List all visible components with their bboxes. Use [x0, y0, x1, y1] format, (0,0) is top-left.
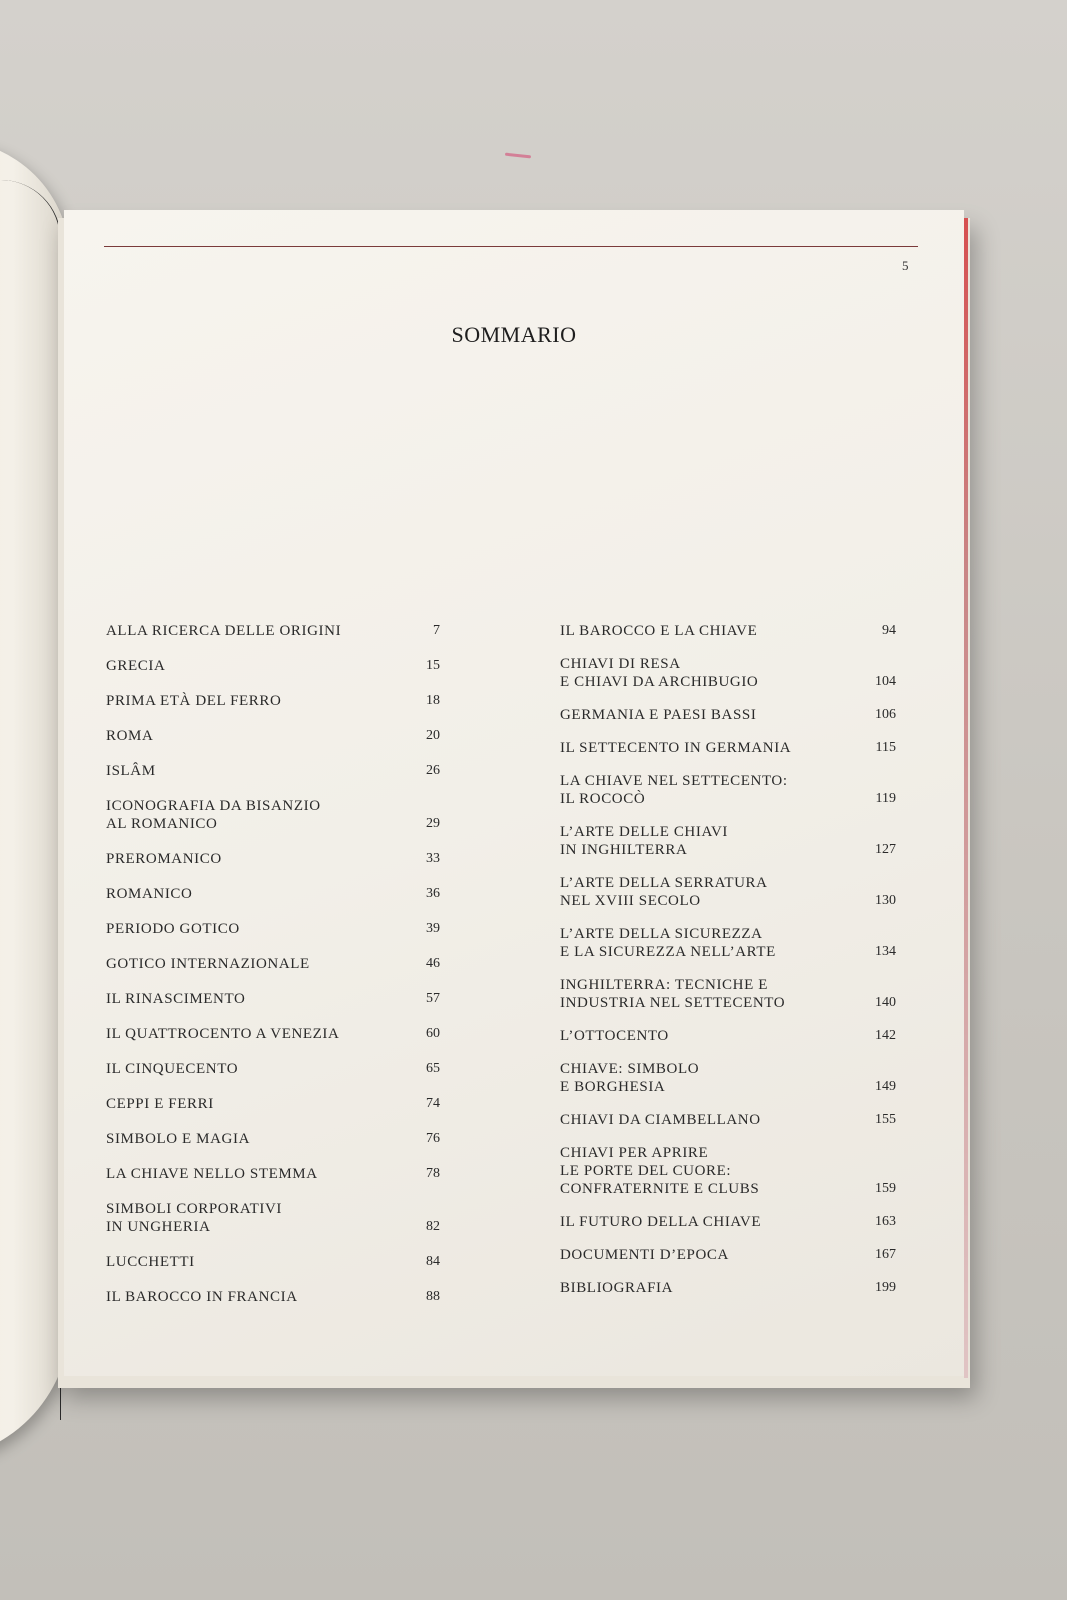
- toc-entry-title: ISLÂM: [106, 763, 156, 779]
- toc-column-left: [106, 622, 440, 1323]
- toc-entry: [560, 706, 896, 724]
- toc-entry-page: 84: [426, 1254, 440, 1269]
- toc-entry-page: 78: [426, 1166, 440, 1181]
- toc-entry: [560, 772, 896, 808]
- toc-entry-title: GERMANIA E PAESI BASSI: [560, 707, 757, 723]
- toc-entry-title: INGHILTERRA: TECNICHE E INDUSTRIA NEL SETTECENTO: [560, 977, 786, 1011]
- toc-entry-page: 88: [426, 1289, 440, 1304]
- toc-entry-title: PREROMANICO: [106, 851, 222, 867]
- toc-entry-title: CHIAVI DI RESA E CHIAVI DA ARCHIBUGIO: [560, 656, 759, 690]
- toc-entry: [560, 1111, 896, 1129]
- toc-entry-title: L’ARTE DELLA SICUREZZA E LA SICUREZZA NELL’ARTE: [560, 926, 776, 960]
- toc-entry-title: ROMANICO: [106, 886, 193, 902]
- toc-entry-title: CHIAVI DA CIAMBELLANO: [560, 1112, 761, 1128]
- toc-entry: [560, 655, 896, 691]
- toc-entry-title: LA CHIAVE NELLO STEMMA: [106, 1166, 318, 1182]
- toc-entry: [106, 692, 440, 710]
- toc-entry-page: 46: [426, 956, 440, 971]
- toc-entry: [560, 1213, 896, 1231]
- toc-entry: [560, 1246, 896, 1264]
- toc-entry-page: 57: [426, 991, 440, 1006]
- toc-entry-page: 20: [426, 728, 440, 743]
- toc-entry-title: CHIAVE: SIMBOLO E BORGHESIA: [560, 1061, 700, 1095]
- toc-entry-page: 142: [875, 1028, 896, 1043]
- toc-entry: [106, 762, 440, 780]
- toc-entry-page: 29: [426, 816, 440, 831]
- toc-entry-page: 134: [875, 944, 896, 959]
- toc-entry-page: 76: [426, 1131, 440, 1146]
- toc-entry-page: 199: [875, 1280, 896, 1295]
- toc-entry-page: 18: [426, 693, 440, 708]
- toc-entry: [106, 1130, 440, 1148]
- page-title: SOMMARIO: [451, 322, 577, 347]
- toc-entry-title: PERIODO GOTICO: [106, 921, 240, 937]
- toc-entry: [106, 850, 440, 868]
- toc-entry-page: 15: [426, 658, 440, 673]
- toc-entry: [560, 1279, 896, 1297]
- pink-mark: [505, 153, 531, 159]
- toc-entry-title: SIMBOLO E MAGIA: [106, 1131, 250, 1147]
- toc-entry-page: 7: [433, 623, 440, 638]
- toc-entry-title: L’OTTOCENTO: [560, 1028, 669, 1044]
- header-rule: [104, 246, 918, 247]
- toc-entry-title: PRIMA ETÀ DEL FERRO: [106, 693, 282, 709]
- toc-entry-page: 33: [426, 851, 440, 866]
- toc-entry: [106, 885, 440, 903]
- toc-entry-title: IL RINASCIMENTO: [106, 991, 246, 1007]
- toc-entry-page: 106: [875, 707, 896, 722]
- toc-entry-page: 39: [426, 921, 440, 936]
- toc-entry-page: 127: [875, 842, 896, 857]
- toc-page: [64, 210, 964, 1376]
- toc-entry-page: 159: [875, 1181, 896, 1196]
- toc-entry-title: LA CHIAVE NEL SETTECENTO: IL ROCOCÒ: [560, 773, 788, 807]
- toc-entry-title: ROMA: [106, 728, 154, 744]
- toc-entry: [106, 657, 440, 675]
- toc-entry-page: 115: [875, 740, 896, 755]
- toc-entry-page: 60: [426, 1026, 440, 1041]
- toc-entry: [106, 920, 440, 938]
- toc-entry: [106, 1288, 440, 1306]
- toc-entry: [106, 1253, 440, 1271]
- toc-entry-page: 130: [875, 893, 896, 908]
- toc-entry: [106, 622, 440, 640]
- left-page-edge: [0, 180, 61, 1420]
- page-number: 5: [902, 258, 909, 273]
- toc-entry-title: CEPPI E FERRI: [106, 1096, 214, 1112]
- toc-entry: [106, 1200, 440, 1236]
- toc-entry-page: 119: [875, 791, 896, 806]
- toc-entry-title: GRECIA: [106, 658, 166, 674]
- toc-entry-title: SIMBOLI CORPORATIVI IN UNGHERIA: [106, 1201, 282, 1235]
- toc-entry-title: IL FUTURO DELLA CHIAVE: [560, 1214, 762, 1230]
- toc-entry: [560, 823, 896, 859]
- toc-entry-page: 74: [426, 1096, 440, 1111]
- toc-entry: [560, 1060, 896, 1096]
- toc-entry-page: 149: [875, 1079, 896, 1094]
- toc-entry-title: BIBLIOGRAFIA: [560, 1280, 674, 1296]
- toc-entry: [106, 727, 440, 745]
- toc-entry-title: IL CINQUECENTO: [106, 1061, 239, 1077]
- toc-entry-title: GOTICO INTERNAZIONALE: [106, 956, 310, 972]
- toc-entry-page: 65: [426, 1061, 440, 1076]
- toc-entry-title: IL QUATTROCENTO A VENEZIA: [106, 1026, 340, 1042]
- toc-entry-title: DOCUMENTI D’EPOCA: [560, 1247, 729, 1263]
- toc-entry-title: L’ARTE DELLE CHIAVI IN INGHILTERRA: [560, 824, 728, 858]
- page-edge: [964, 218, 968, 1378]
- toc-entry: [560, 925, 896, 961]
- toc-entry-title: ALLA RICERCA DELLE ORIGINI: [106, 623, 342, 639]
- toc-entry-page: 82: [426, 1219, 440, 1234]
- toc-entry-page: 26: [426, 763, 440, 778]
- toc-entry: [560, 1027, 896, 1045]
- toc-entry-title: IL BAROCCO IN FRANCIA: [106, 1289, 298, 1305]
- toc-entry: [106, 797, 440, 833]
- toc-entry: [106, 1060, 440, 1078]
- toc-entry-title: IL SETTECENTO IN GERMANIA: [560, 740, 792, 756]
- toc-entry-title: CHIAVI PER APRIRE LE PORTE DEL CUORE: CONFRATERNITE E CLUBS: [560, 1145, 760, 1197]
- toc-entry-page: 94: [882, 623, 896, 638]
- toc-entry-title: ICONOGRAFIA DA BISANZIO AL ROMANICO: [106, 798, 321, 832]
- toc-entry: [560, 1144, 896, 1198]
- toc-entry-title: LUCCHETTI: [106, 1254, 195, 1270]
- toc-entry-page: 140: [875, 995, 896, 1010]
- toc-entry: [106, 955, 440, 973]
- toc-entry: [106, 1025, 440, 1043]
- toc-entry-page: 167: [875, 1247, 896, 1262]
- toc-entry-page: 104: [875, 674, 896, 689]
- toc-entry-page: 163: [875, 1214, 896, 1229]
- toc-entry: [560, 739, 896, 757]
- toc-entry: [560, 976, 896, 1012]
- toc-entry: [106, 990, 440, 1008]
- toc-entry: [560, 622, 896, 640]
- toc-entry-page: 155: [875, 1112, 896, 1127]
- toc-entry: [106, 1095, 440, 1113]
- toc-entry: [560, 874, 896, 910]
- toc-column-right: [560, 622, 896, 1312]
- toc-entry-page: 36: [426, 886, 440, 901]
- toc-entry-title: L’ARTE DELLA SERRATURA NEL XVIII SECOLO: [560, 875, 768, 909]
- toc-entry-title: IL BAROCCO E LA CHIAVE: [560, 623, 758, 639]
- toc-entry: [106, 1165, 440, 1183]
